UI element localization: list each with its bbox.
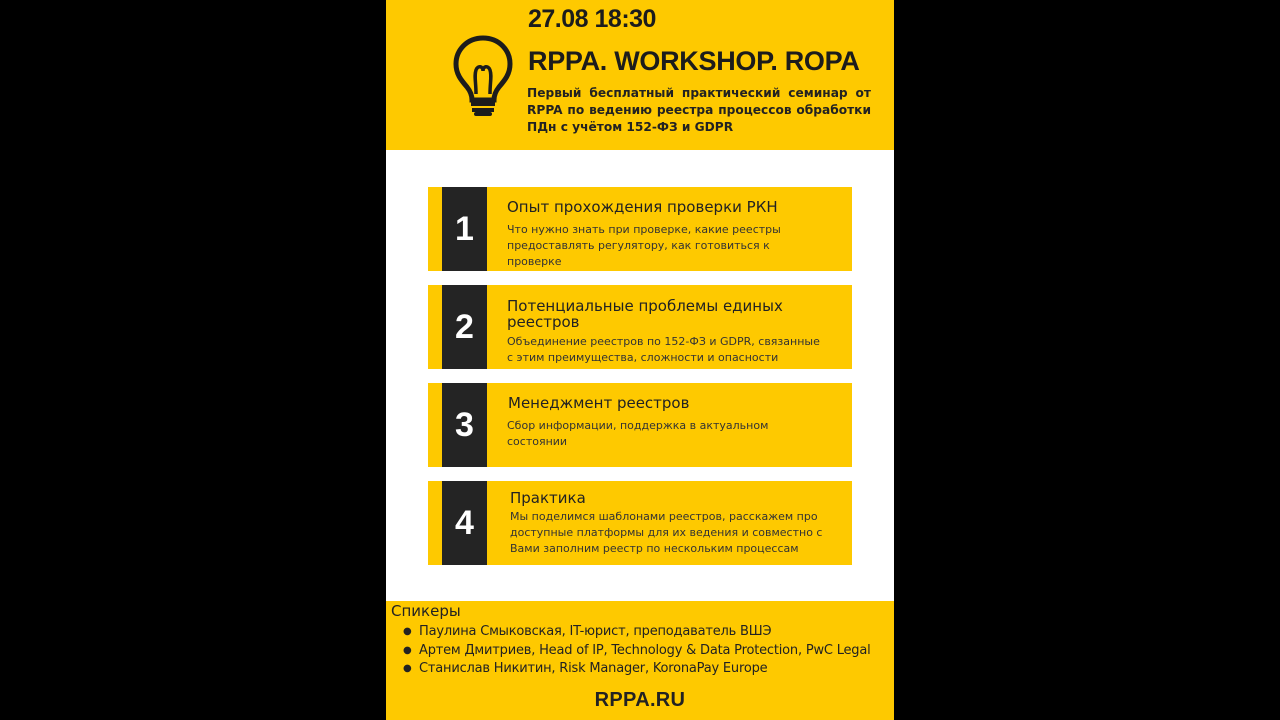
item-description: Что нужно знать при проверке, какие реестры предоставлять регулятору, как готовиться к проверке (507, 223, 781, 268)
bullet-icon: ● (403, 626, 412, 637)
speakers-section (386, 601, 894, 720)
speaker-item (403, 642, 871, 661)
event-date: 27.08 18:30 (528, 5, 656, 33)
item-number: 1 (442, 187, 487, 271)
item-number: 3 (442, 383, 487, 467)
item-title: Менеджмент реестров (508, 394, 690, 412)
agenda-item-1 (428, 187, 852, 271)
item-description: Сбор информации, поддержка в актуальном состоянии (507, 419, 769, 448)
item-title: Практика (510, 489, 586, 507)
item-description: Мы поделимся шаблонами реестров, расскажем про доступные платформы для их ведения и совместно с Вами заполним реестр по нескольким процессам (510, 510, 823, 555)
speaker-text: Артем Дмитриев, Head of IP, Technology & Data Protection, PwC Legal (419, 642, 871, 658)
speaker-item (403, 660, 871, 679)
speakers-list (403, 623, 871, 679)
agenda-item-3 (428, 383, 852, 467)
speakers-title: Спикеры (391, 602, 461, 620)
website-link[interactable]: RPPA.RU (594, 689, 686, 711)
lightbulb-icon (452, 34, 514, 118)
agenda-item-4 (428, 481, 852, 565)
poster (386, 0, 894, 720)
bullet-icon: ● (403, 663, 412, 674)
item-number: 2 (442, 285, 487, 369)
item-number: 4 (442, 481, 487, 565)
item-description: Объединение реестров по 152-ФЗ и GDPR, связанные с этим преимущества, сложности и опасности (507, 335, 820, 364)
speaker-item (403, 623, 871, 642)
item-title: Потенциальные проблемы единых реестров (507, 297, 783, 331)
event-description: Первый бесплатный практический семинар от RPPA по ведению реестра процессов обработки ПДн с учётом 152-ФЗ и GDPR (527, 86, 871, 134)
agenda-item-2 (428, 285, 852, 369)
speaker-text: Станислав Никитин, Risk Manager, KoronaPay Europe (419, 661, 768, 676)
bullet-icon: ● (403, 644, 412, 656)
item-title: Опыт прохождения проверки РКН (507, 198, 778, 216)
event-title: RPPA. WORKSHOP. ROPA (528, 46, 860, 76)
poster-header (386, 0, 894, 150)
speaker-text: Паулина Смыковская, IT-юрист, преподаватель ВШЭ (419, 624, 772, 639)
